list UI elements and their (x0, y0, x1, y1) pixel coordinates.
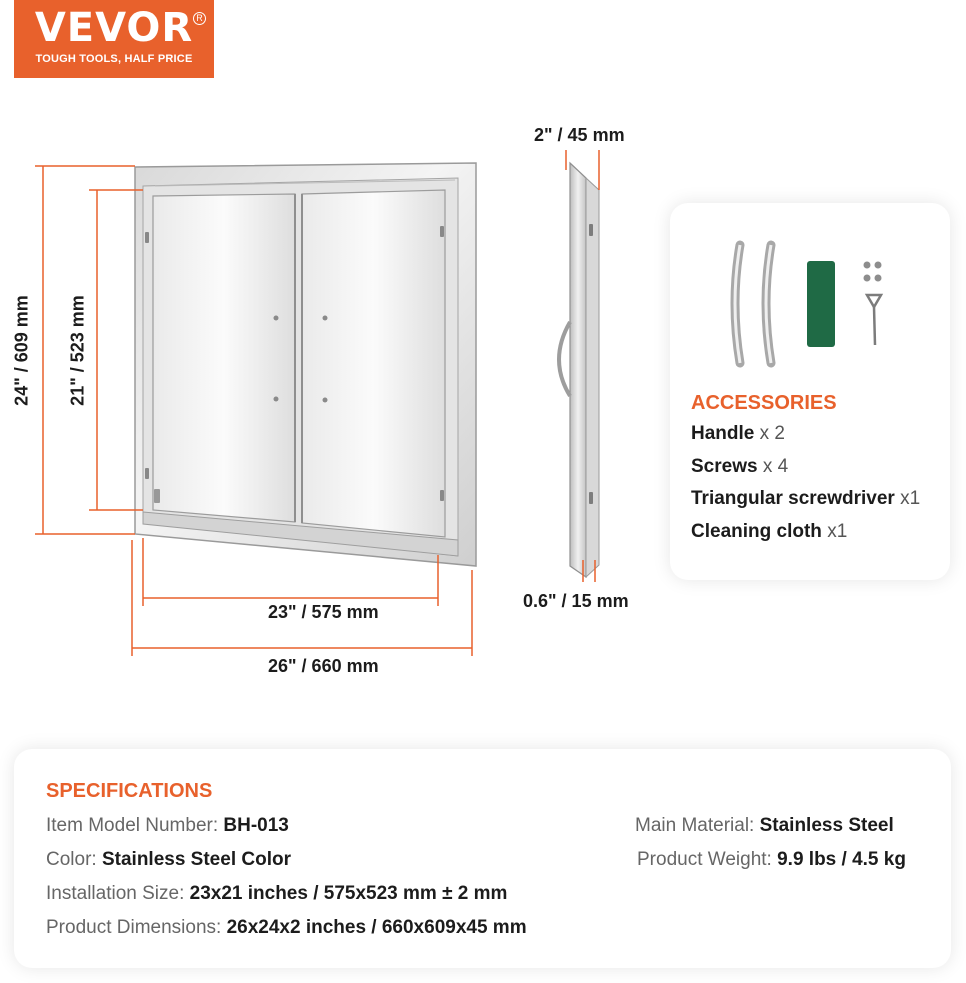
spec-main-material: Main Material: Stainless Steel (635, 815, 894, 836)
handle-icon (735, 245, 740, 363)
registered-mark-icon: R (193, 12, 206, 25)
screwdriver-icon (867, 295, 881, 345)
spec-color: Color: Stainless Steel Color (46, 849, 291, 870)
inner-height-label: 21" / 523 mm (67, 295, 88, 406)
spec-installation-size: Installation Size: 23x21 inches / 575x523 mm ± 2 mm (46, 883, 508, 904)
left-door-panel (153, 194, 295, 522)
accessory-item-handle: Handle x 2 (691, 423, 785, 444)
screws-icon (864, 262, 882, 282)
overall-height-label: 24" / 609 mm (11, 295, 32, 406)
brand-tagline: TOUGH TOOLS, HALF PRICE (35, 53, 193, 65)
accessories-image (670, 203, 950, 378)
spec-product-weight: Product Weight: 9.9 lbs / 4.5 kg (637, 849, 906, 870)
accessory-item-screws: Screws x 4 (691, 456, 789, 477)
side-view-panel (559, 163, 599, 577)
brand-name: VEVOR (34, 5, 194, 51)
depth-label: 2" / 45 mm (534, 125, 625, 145)
accessory-item-screwdriver: Triangular screwdriver x1 (691, 488, 921, 509)
accessories-title: ACCESSORIES (691, 392, 837, 414)
cleaning-cloth-icon (807, 261, 835, 347)
handle-icon (766, 245, 771, 363)
accessories-card (670, 203, 950, 580)
inner-width-label: 23" / 575 mm (268, 602, 379, 622)
flange-label: 0.6" / 15 mm (523, 591, 629, 611)
spec-product-dimensions: Product Dimensions: 26x24x2 inches / 660x609x45 mm (46, 917, 527, 938)
right-door-panel (302, 190, 445, 537)
spec-model-number: Item Model Number: BH-013 (46, 815, 289, 836)
overall-width-label: 26" / 660 mm (268, 656, 379, 676)
accessory-item-cloth: Cleaning cloth x1 (691, 521, 848, 542)
specifications-card (14, 749, 951, 968)
specifications-title: SPECIFICATIONS (46, 780, 213, 802)
